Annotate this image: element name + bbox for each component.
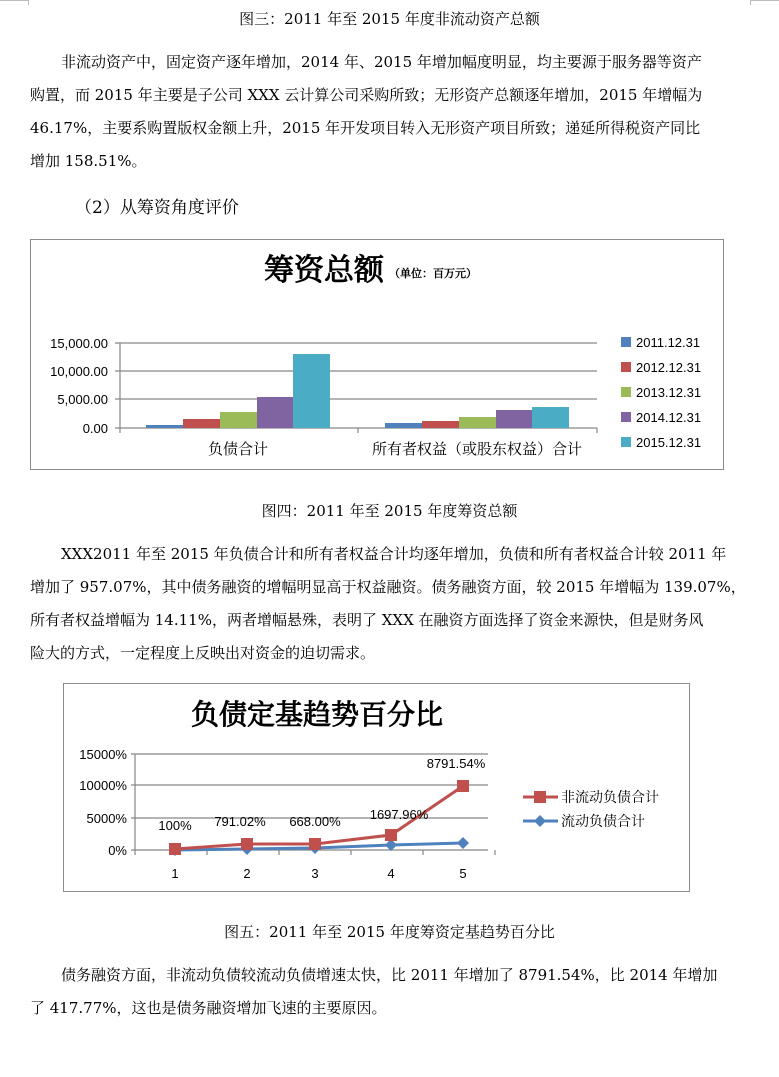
data-label: 8791.54%	[426, 756, 486, 771]
x-tick: 5	[459, 866, 467, 881]
y-tick: 10,000.00	[50, 364, 108, 379]
legend-marker-square	[534, 791, 546, 803]
y-tick: 15,000.00	[50, 336, 108, 351]
legend-swatch	[621, 362, 631, 372]
chart-financing-total	[30, 239, 724, 470]
paragraph-noncurrent-assets	[30, 46, 760, 178]
x-category-label: 负债合计	[207, 441, 269, 458]
figure4-caption: 图四：2011 年至 2015 年度筹资总额	[261, 502, 518, 520]
paragraph-line: 了 417.77%，这也是债务融资增加飞速的主要原因。	[30, 999, 387, 1017]
paragraph-line: 增加 158.51%。	[30, 152, 147, 170]
data-label: 100%	[158, 818, 192, 833]
data-label: 668.00%	[289, 814, 341, 829]
legend-label: 2013.12.31	[636, 385, 702, 400]
legend-label: 流动负债合计	[561, 813, 645, 829]
legend-label: 2011.12.31	[636, 335, 701, 350]
x-tick: 4	[387, 866, 395, 881]
data-label: 791.02%	[214, 814, 266, 829]
chart1-bars-liabilities	[146, 354, 330, 428]
chart1-unit: （单位：百万元）	[389, 268, 477, 280]
bar-chart-svg	[31, 240, 723, 469]
chart2-y-axis	[79, 747, 127, 858]
chart2-title: 负债定基趋势百分比	[190, 698, 444, 731]
paragraph-line: 债务融资方面，非流动负债较流动负债增速太快，比 2011 年增加了 8791.54%，比 2014 年增加	[61, 966, 718, 984]
figure5-caption: 图五：2011 年至 2015 年度筹资定基趋势百分比	[224, 923, 555, 941]
y-tick: 5000%	[86, 811, 127, 826]
x-tick: 1	[171, 866, 179, 881]
paragraph-line: 购置，而 2015 年主要是子公司 XXX 云计算公司采购所致；无形资产总额逐年增加，2015 年增幅为	[30, 86, 703, 104]
x-tick: 3	[311, 866, 319, 881]
y-tick: 0.00	[82, 421, 108, 436]
paragraph-line: 46.17%，主要系购置版权金额上升，2015 年开发项目转入无形资产项目所致；递延所得税资产同比	[30, 119, 701, 137]
chart1-x-axis	[208, 440, 582, 458]
paragraph-debt-financing	[30, 959, 760, 1025]
page-corner-mark-left	[0, 0, 29, 5]
y-tick: 5,000.00	[57, 392, 108, 407]
x-tick: 2	[243, 866, 251, 881]
figure3-caption: 图三：2011 年至 2015 年度非流动资产总额	[239, 10, 540, 28]
legend-swatch	[621, 387, 631, 397]
legend-swatch	[621, 412, 631, 422]
paragraph-line: 所有者权益增幅为 14.11%，两者增幅悬殊，表明了 XXX 在融资方面选择了资金来源快，但是财务风	[30, 611, 704, 629]
y-tick: 10000%	[79, 778, 127, 793]
section-heading: （2）从筹资角度评价	[75, 198, 239, 218]
chart2-legend	[523, 789, 659, 829]
paragraph-line: 非流动资产中，固定资产逐年增加，2014 年、2015 年增加幅度明显，均主要源于服务器等资产	[61, 53, 702, 71]
line-chart-svg	[64, 684, 689, 891]
chart1-legend	[621, 335, 701, 450]
paragraph-line: 增加了 957.07%，其中债务融资的增幅明显高于权益融资。债务融资方面，较 2015 年增幅为 139.07%，	[30, 578, 746, 596]
legend-label: 2015.12.31	[636, 435, 702, 450]
chart1-title: 筹资总额	[264, 253, 384, 288]
legend-label: 2012.12.31	[636, 360, 702, 375]
legend-label: 非流动负债合计	[561, 789, 659, 805]
y-tick: 15000%	[79, 747, 127, 762]
x-category-label: 所有者权益（或股东权益）合计	[371, 441, 583, 458]
paragraph-line: XXX2011 年至 2015 年负债合计和所有者权益合计均逐年增加，负债和所有者权益合计较 2011 年	[61, 545, 727, 563]
paragraph-financing-analysis	[30, 538, 760, 670]
data-label: 1697.96%	[369, 807, 429, 822]
chart2-data-labels	[158, 756, 485, 833]
legend-swatch	[621, 437, 631, 447]
legend-marker-diamond	[534, 815, 546, 827]
chart1-bars-equity	[385, 407, 569, 428]
chart2-x-axis	[171, 866, 466, 881]
y-tick: 0%	[108, 843, 127, 858]
paragraph-line: 险大的方式，一定程度上反映出对资金的迫切需求。	[30, 644, 376, 662]
page-corner-mark-right	[750, 0, 779, 5]
chart-liability-trend	[63, 683, 690, 892]
legend-swatch	[621, 337, 631, 347]
chart1-y-axis	[50, 336, 108, 436]
legend-label: 2014.12.31	[636, 410, 702, 425]
